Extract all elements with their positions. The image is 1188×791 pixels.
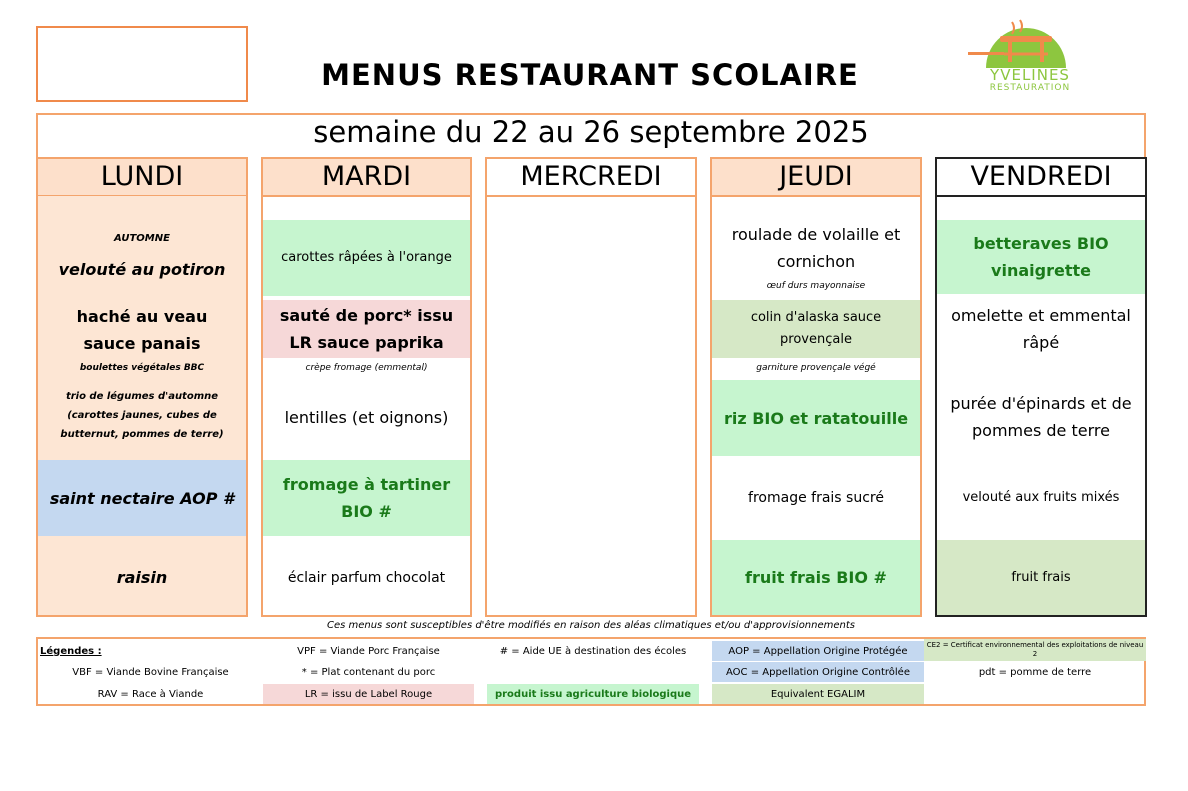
jeudi-cheese-cell bbox=[712, 460, 920, 536]
yvelines-logo bbox=[964, 16, 1084, 96]
logo-text: YVELINES bbox=[990, 66, 1070, 84]
vendredi-main-cell bbox=[937, 300, 1145, 358]
legend-lr: LR = issu de Label Rouge bbox=[263, 684, 474, 704]
mardi-dessert-cell bbox=[263, 540, 470, 615]
jeudi-starter-alt: œuf durs mayonnaise bbox=[766, 281, 866, 291]
menu-change-notice: Ces menus sont susceptibles d'être modifiés en raison des aléas climatiques et/ou d'approvisionnements bbox=[326, 620, 856, 631]
lundi-main: haché au veau sauce panais bbox=[76, 307, 208, 353]
mardi-main-alt: crèpe fromage (emmental) bbox=[305, 363, 428, 373]
jeudi-starter: roulade de volaille et cornichon bbox=[731, 225, 901, 271]
mardi-starter-cell bbox=[263, 220, 470, 296]
lundi-main-cell bbox=[38, 300, 246, 360]
mardi-side-cell bbox=[263, 382, 470, 452]
day-column-lundi bbox=[36, 196, 248, 617]
vendredi-starter-cell bbox=[937, 220, 1145, 294]
lundi-main-alt: boulettes végétales BBC bbox=[79, 363, 205, 373]
vendredi-cheese-cell bbox=[937, 460, 1145, 536]
mardi-cheese: fromage à tartiner BIO # bbox=[282, 475, 451, 521]
day-header-vendredi: VENDREDI bbox=[935, 157, 1147, 197]
day-column-mercredi bbox=[485, 196, 697, 617]
lundi-dessert: raisin bbox=[116, 568, 168, 587]
day-header-mardi: MARDI bbox=[261, 157, 472, 197]
restaurant-logo-icon bbox=[964, 16, 1084, 72]
lundi-starter-cell bbox=[38, 218, 246, 294]
day-column-mardi bbox=[261, 196, 472, 617]
mardi-dessert: éclair parfum chocolat bbox=[287, 569, 446, 586]
lundi-dessert-cell bbox=[38, 540, 246, 615]
day-column-vendredi bbox=[935, 196, 1147, 617]
lundi-theme: AUTOMNE bbox=[114, 233, 170, 244]
jeudi-main: colin d'alaska sauce provençale bbox=[750, 310, 882, 347]
day-header-jeudi: JEUDI bbox=[710, 157, 922, 197]
jeudi-side-cell bbox=[712, 380, 920, 456]
legend-rav: RAV = Race à Viande bbox=[97, 688, 204, 700]
lundi-side-cell bbox=[38, 382, 246, 448]
lundi-starter: velouté au potiron bbox=[58, 260, 226, 279]
lundi-cheese-cell bbox=[38, 460, 246, 536]
jeudi-side: riz BIO et ratatouille bbox=[723, 408, 909, 428]
jeudi-cheese: fromage frais sucré bbox=[748, 490, 884, 506]
lundi-main-alt-cell bbox=[38, 360, 246, 376]
legend-pdt: pdt = pomme de terre bbox=[978, 666, 1092, 678]
mardi-side: lentilles (et oignons) bbox=[284, 407, 449, 427]
vendredi-dessert-cell bbox=[937, 540, 1145, 615]
jeudi-main-alt-cell bbox=[712, 360, 920, 376]
day-column-jeudi bbox=[710, 196, 922, 617]
mardi-main: sauté de porc* issu LR sauce paprika bbox=[279, 306, 454, 352]
legend-box bbox=[36, 637, 1146, 706]
day-header-lundi: LUNDI bbox=[36, 157, 248, 197]
jeudi-dessert: fruit frais BIO # bbox=[745, 568, 887, 587]
legend-title: Légendes : bbox=[40, 645, 102, 657]
jeudi-starter-cell bbox=[712, 218, 920, 278]
legend-vbf: VBF = Viande Bovine Française bbox=[72, 666, 229, 678]
legend-aoc: AOC = Appellation Origine Contrôlée bbox=[712, 662, 924, 682]
legend-aop: AOP = Appellation Origine Protégée bbox=[712, 641, 924, 661]
lundi-side: trio de légumes d'automne (carottes jaunes, cubes de butternut, pommes de terre) bbox=[60, 390, 224, 440]
lundi-cheese: saint nectaire AOP # bbox=[49, 488, 235, 508]
jeudi-main-cell bbox=[712, 300, 920, 358]
logo-placeholder-box bbox=[36, 26, 248, 102]
legend-star: * = Plat contenant du porc bbox=[301, 666, 436, 678]
mardi-cheese-cell bbox=[263, 460, 470, 536]
vendredi-starter: betteraves BIO vinaigrette bbox=[973, 234, 1109, 280]
mardi-starter: carottes râpées à l'orange bbox=[281, 250, 452, 265]
page-title: MENUS RESTAURANT SCOLAIRE bbox=[321, 58, 859, 92]
jeudi-main-alt: garniture provençale végé bbox=[756, 363, 876, 373]
vendredi-dessert: fruit frais bbox=[1011, 569, 1071, 585]
legend-vpf: VPF = Viande Porc Française bbox=[297, 645, 440, 657]
legend-ce2: CE2 = Certificat environnemental des exploitations de niveau 2 bbox=[924, 639, 1146, 661]
legend-bio: produit issu agriculture biologique bbox=[487, 684, 699, 704]
logo-subtext: RESTAURATION bbox=[989, 83, 1071, 93]
week-title: semaine du 22 au 26 septembre 2025 bbox=[313, 115, 869, 149]
legend-hash: # = Aide UE à destination des écoles bbox=[499, 645, 687, 657]
vendredi-main: omelette et emmental râpé bbox=[951, 306, 1131, 352]
jeudi-dessert-cell bbox=[712, 540, 920, 615]
vendredi-cheese: velouté aux fruits mixés bbox=[962, 490, 1120, 505]
day-header-mercredi: MERCREDI bbox=[485, 157, 697, 197]
mardi-main-cell bbox=[263, 300, 470, 358]
mardi-main-alt-cell bbox=[263, 360, 470, 376]
legend-egalim: Equivalent EGALIM bbox=[712, 684, 924, 704]
vendredi-side-cell bbox=[937, 382, 1145, 452]
jeudi-starter-alt-cell bbox=[712, 278, 920, 294]
vendredi-side: purée d'épinards et de pommes de terre bbox=[950, 394, 1132, 440]
